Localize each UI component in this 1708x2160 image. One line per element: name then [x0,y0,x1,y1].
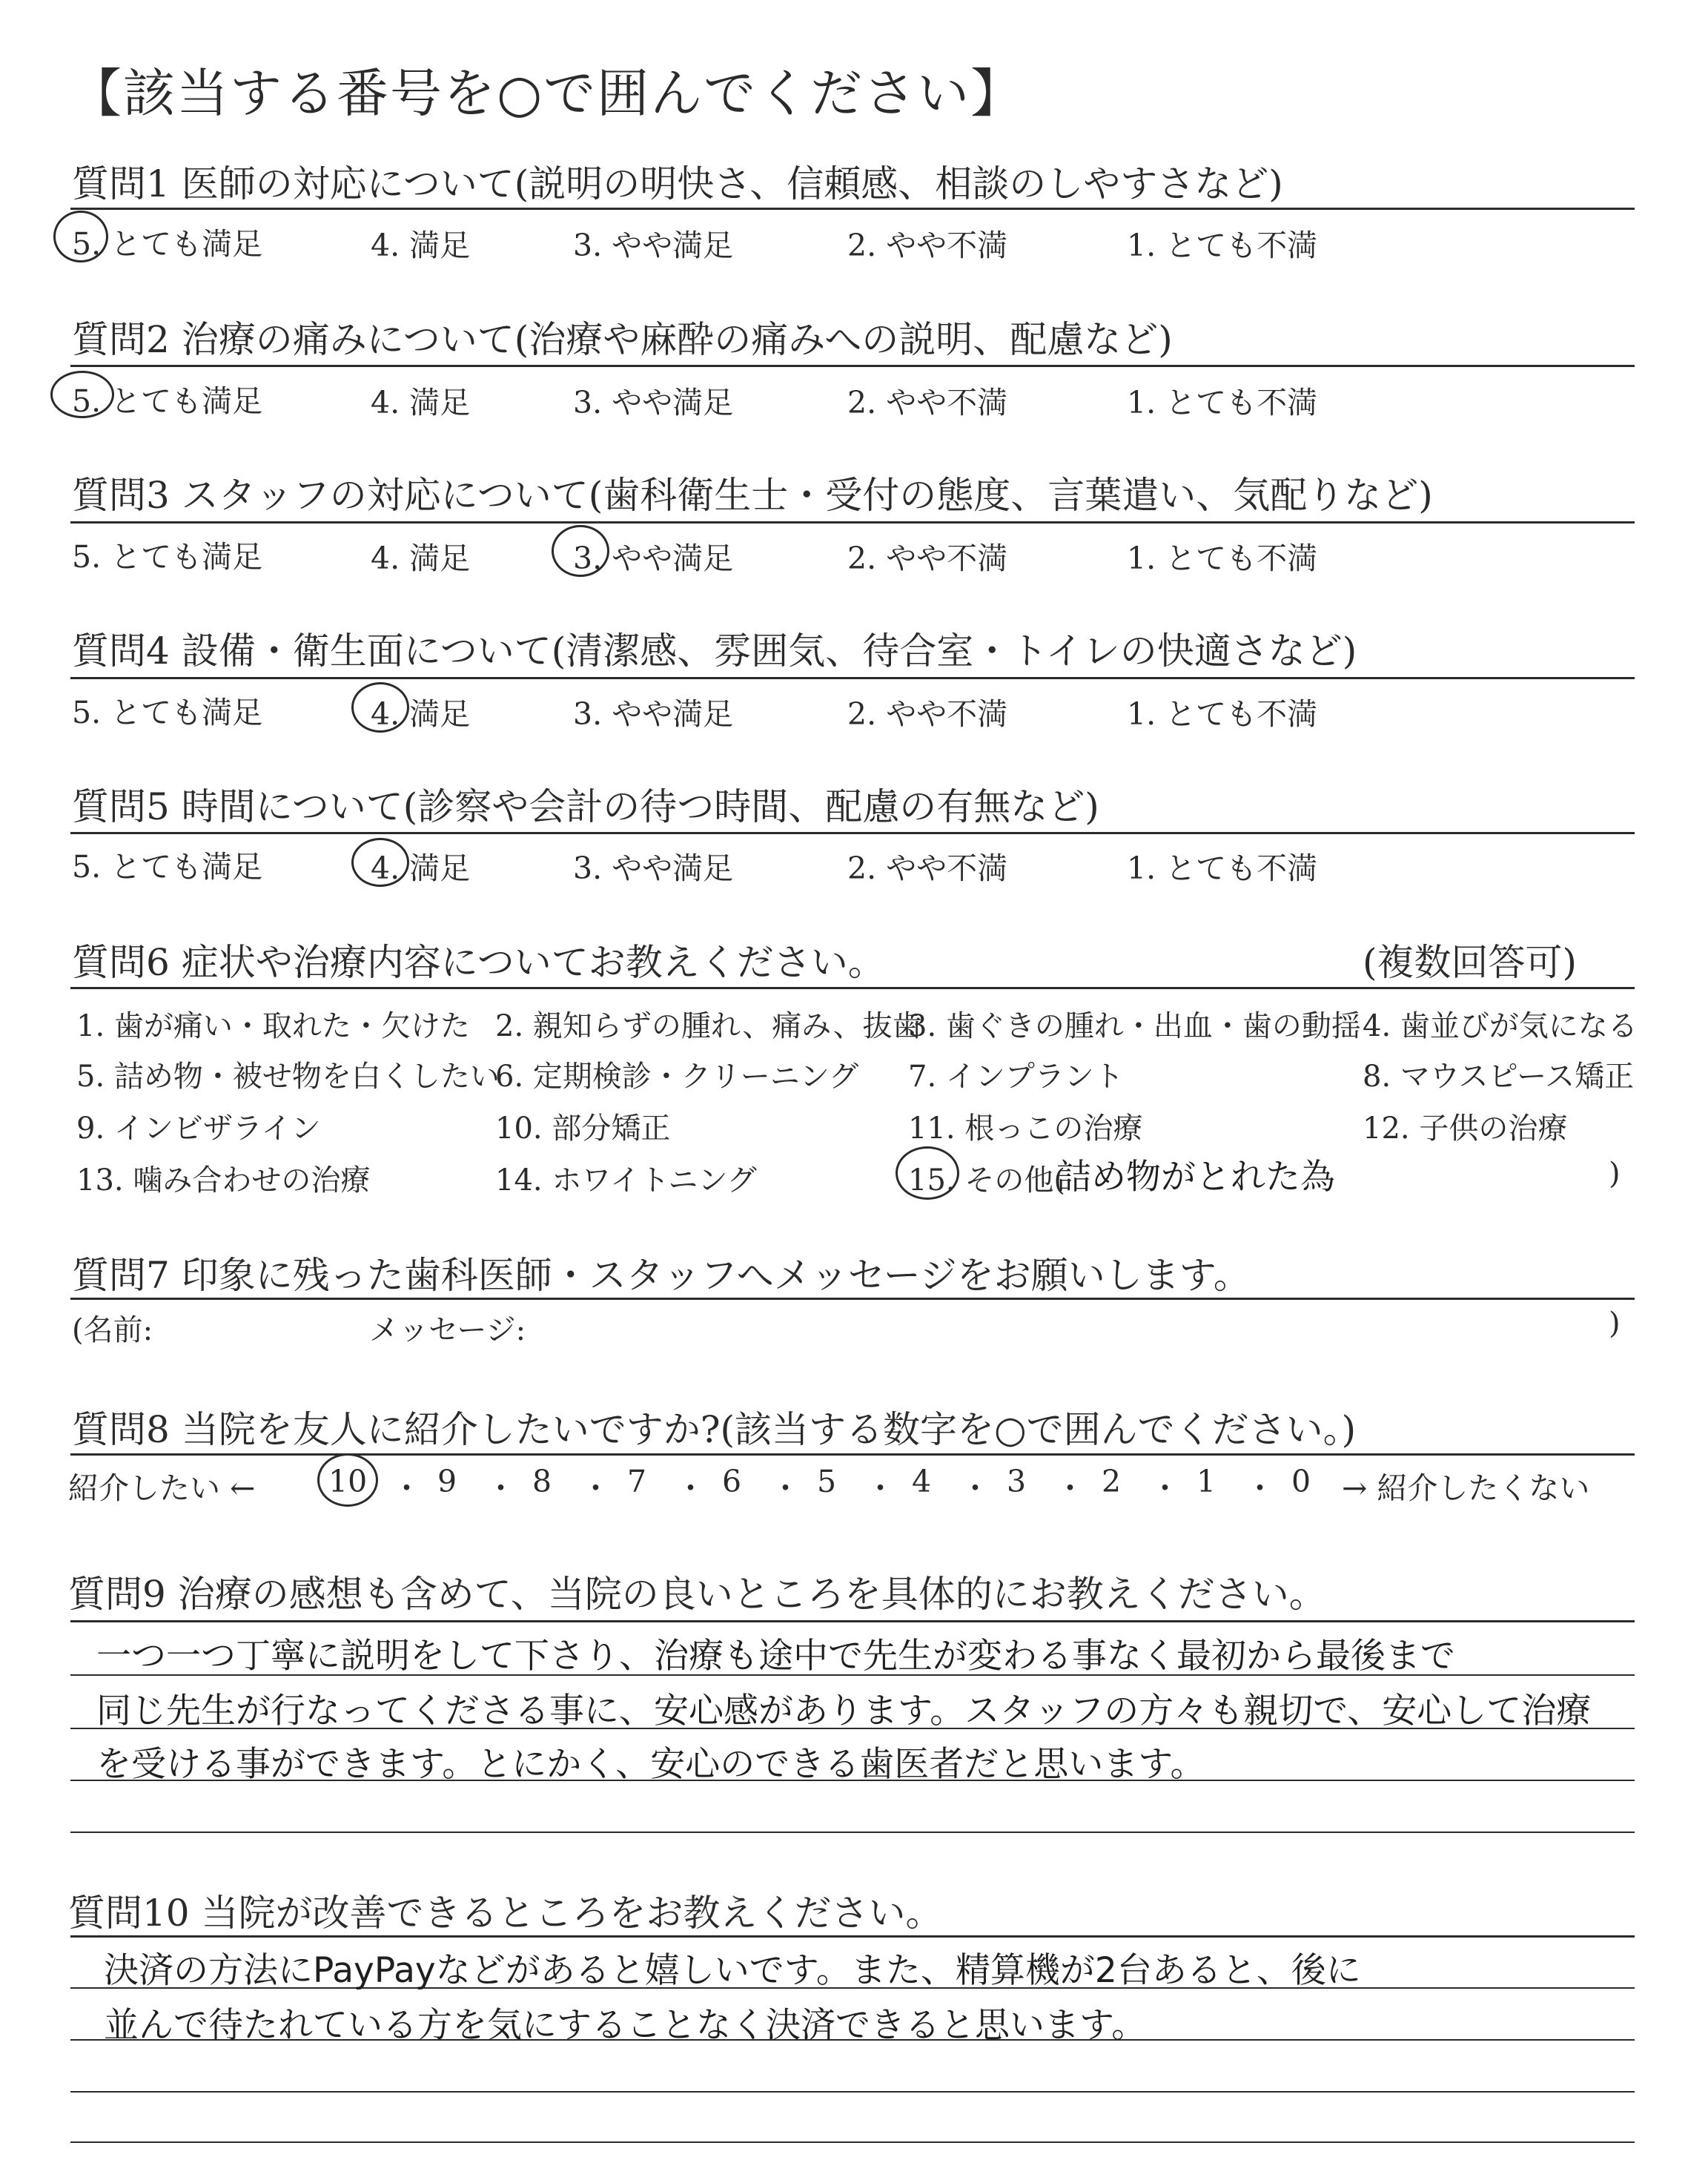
question-5-title: 質問5 時間について(診察や会計の待つ時間、配慮の有無など) [72,785,1099,828]
question-6-rule [70,987,1635,989]
q7-close-paren: ) [1609,1307,1621,1341]
q6-item-1[interactable]: 1. 歯が痛い・取れた・欠けた [76,1009,470,1043]
question-5-rule [70,832,1635,834]
q10-answer-line-2[interactable]: 並んで待たれている方を気にすることなく決済できると思います。 [104,2005,1147,2046]
question-10-rule [70,1935,1635,1938]
q6-item-13[interactable]: 13. 噛み合わせの治療 [76,1163,371,1198]
q8-selection-circle [317,1453,378,1507]
q3-option-3[interactable]: 3. やや満足 [573,541,734,576]
q8-score-5[interactable]: 5 [817,1464,837,1499]
q4-option-4[interactable]: 4. 満足 [371,696,471,732]
q5-option-3[interactable]: 3. やや満足 [573,851,734,886]
q3-option-5[interactable]: 5. とても満足 [72,539,263,575]
question-8-title: 質問8 当院を友人に紹介したいですか?(該当する数字を○で囲んでください。) [72,1408,1357,1451]
q2-option-1[interactable]: 1. とても不満 [1127,385,1318,420]
q6-item-3[interactable]: 3. 歯ぐきの腫れ・出血・歯の動揺 [908,1009,1361,1043]
q2-option-5[interactable]: 5. とても満足 [72,383,263,419]
q9-answer-line-1[interactable]: 一つ一つ丁寧に説明をして下さり、治療も途中で先生が変わる事なく最初から最後まで [96,1636,1455,1677]
q6-item-8[interactable]: 8. マウスピース矯正 [1363,1060,1635,1094]
q6-item-6[interactable]: 6. 定期検診・クリーニング [495,1060,859,1094]
question-2-rule [70,365,1635,367]
q8-score-4[interactable]: 4 [912,1464,932,1499]
q8-score-10[interactable]: 10 [328,1464,368,1499]
q5-option-2[interactable]: 2. やや不満 [847,851,1008,886]
q8-score-7[interactable]: 7 [627,1464,647,1499]
q4-option-2[interactable]: 2. やや不満 [847,696,1008,732]
q6-item-12[interactable]: 12. 子供の治療 [1363,1112,1568,1146]
q8-separator: ・ [675,1470,706,1506]
q8-left-label: 紹介したい ← [68,1470,256,1506]
q5-option-1[interactable]: 1. とても不満 [1127,851,1318,886]
q2-option-4[interactable]: 4. 満足 [371,385,471,420]
q7-name-label[interactable]: (名前: [72,1313,153,1347]
q5-selection-circle [351,838,409,887]
q2-option-2[interactable]: 2. やや不満 [847,385,1008,420]
q3-option-2[interactable]: 2. やや不満 [847,541,1008,576]
q1-option-1[interactable]: 1. とても不満 [1127,228,1318,263]
q1-option-5[interactable]: 5. とても満足 [72,226,263,262]
q6-selection-circle [896,1146,959,1200]
q8-score-6[interactable]: 6 [722,1464,742,1499]
q6-item-2[interactable]: 2. 親知らずの腫れ、痛み、抜歯 [495,1009,922,1043]
question-9-rule [70,1620,1635,1622]
q1-option-2[interactable]: 2. やや不満 [847,228,1008,263]
question-10-title: 質問10 当院が改善できるところをお教えください。 [68,1892,943,1935]
q8-separator: ・ [1055,1470,1085,1506]
q1-selection-circle [53,211,108,262]
q8-separator: ・ [770,1470,801,1506]
q6-item-7[interactable]: 7. インプラント [908,1060,1124,1094]
q8-separator: ・ [960,1470,990,1506]
q8-right-label: → 紹介したくない [1342,1470,1590,1506]
q1-option-3[interactable]: 3. やや満足 [573,228,734,263]
question-1-title: 質問1 医師の対応について(説明の明快さ、信頼感、相談のしやすさなど) [72,162,1283,205]
q6-item-15[interactable]: 15. その他( [908,1163,1065,1198]
q8-score-3[interactable]: 3 [1007,1464,1027,1499]
q8-separator: ・ [1245,1470,1275,1506]
question-6-note: (複数回答可) [1363,941,1578,984]
q3-selection-circle [552,525,609,577]
question-1-rule [70,208,1635,210]
q8-separator: ・ [1150,1470,1180,1506]
q1-option-4[interactable]: 4. 満足 [371,228,471,263]
q8-separator: ・ [391,1470,422,1506]
q8-separator: ・ [486,1470,516,1506]
q6-item-14[interactable]: 14. ホワイトニング [495,1163,757,1198]
question-7-title: 質問7 印象に残った歯科医師・スタッフへメッセージをお願いします。 [72,1254,1251,1297]
q4-option-3[interactable]: 3. やや満足 [573,696,734,732]
q8-score-1[interactable]: 1 [1196,1464,1217,1499]
q3-option-4[interactable]: 4. 満足 [371,541,471,576]
page-title: 【該当する番号を○で囲んでください】 [70,63,1025,124]
question-8-rule [70,1453,1635,1456]
q6-other-handwritten[interactable]: 詰め物がとれた為 [1056,1157,1335,1198]
q4-option-1[interactable]: 1. とても不満 [1127,696,1318,732]
q7-message-label[interactable]: メッセージ: [369,1313,526,1347]
q3-option-1[interactable]: 1. とても不満 [1127,541,1318,576]
q10-answer-line [70,2141,1635,2143]
question-9-title: 質問9 治療の感想も含めて、当院の良いところを具体的にお教えください。 [68,1573,1326,1616]
q6-item-4[interactable]: 4. 歯並びが気になる [1363,1009,1638,1043]
q8-separator: ・ [865,1470,896,1506]
q5-option-4[interactable]: 4. 満足 [371,851,471,886]
q6-other-close-paren: ) [1609,1157,1621,1191]
question-4-rule [70,677,1635,679]
question-3-title: 質問3 スタッフの対応について(歯科衛生士・受付の態度、言葉遣い、気配りなど) [72,474,1433,517]
question-4-title: 質問4 設備・衛生面について(清潔感、雰囲気、待合室・トイレの快適さなど) [72,630,1357,673]
q8-score-0[interactable]: 0 [1291,1464,1311,1499]
q9-answer-line-3[interactable]: を受ける事ができます。とにかく、安心のできる歯医者だと思います。 [96,1744,1205,1785]
q2-selection-circle [50,371,114,418]
q10-answer-line [70,2091,1635,2093]
q6-item-5[interactable]: 5. 詰め物・被せ物を白くしたい [76,1060,500,1094]
q4-selection-circle [351,682,409,733]
question-2-title: 質問2 治療の痛みについて(治療や麻酔の痛みへの説明、配慮など) [72,318,1173,361]
q6-item-10[interactable]: 10. 部分矯正 [495,1112,671,1146]
question-6-title: 質問6 症状や治療内容についてお教えください。 [72,941,885,984]
q5-option-5[interactable]: 5. とても満足 [72,849,263,885]
q8-score-2[interactable]: 2 [1102,1464,1122,1499]
q9-answer-line [70,1832,1635,1833]
question-7-rule [70,1298,1635,1300]
q4-option-5[interactable]: 5. とても満足 [72,695,263,730]
q10-answer-line-1[interactable]: 決済の方法にPayPayなどがあると嬉しいです。また、精算機が2台あると、後に [104,1950,1361,1991]
q2-option-3[interactable]: 3. やや満足 [573,385,734,420]
q8-score-8[interactable]: 8 [532,1464,552,1499]
question-3-rule [70,521,1635,524]
q8-separator: ・ [580,1470,611,1506]
q9-answer-line-2[interactable]: 同じ先生が行なってくださる事に、安心感があります。スタッフの方々も親切で、安心して治療 [96,1691,1592,1731]
q8-score-9[interactable]: 9 [437,1464,457,1499]
q6-item-9[interactable]: 9. インビザライン [76,1112,321,1146]
q6-item-11[interactable]: 11. 根っこの治療 [908,1112,1143,1146]
